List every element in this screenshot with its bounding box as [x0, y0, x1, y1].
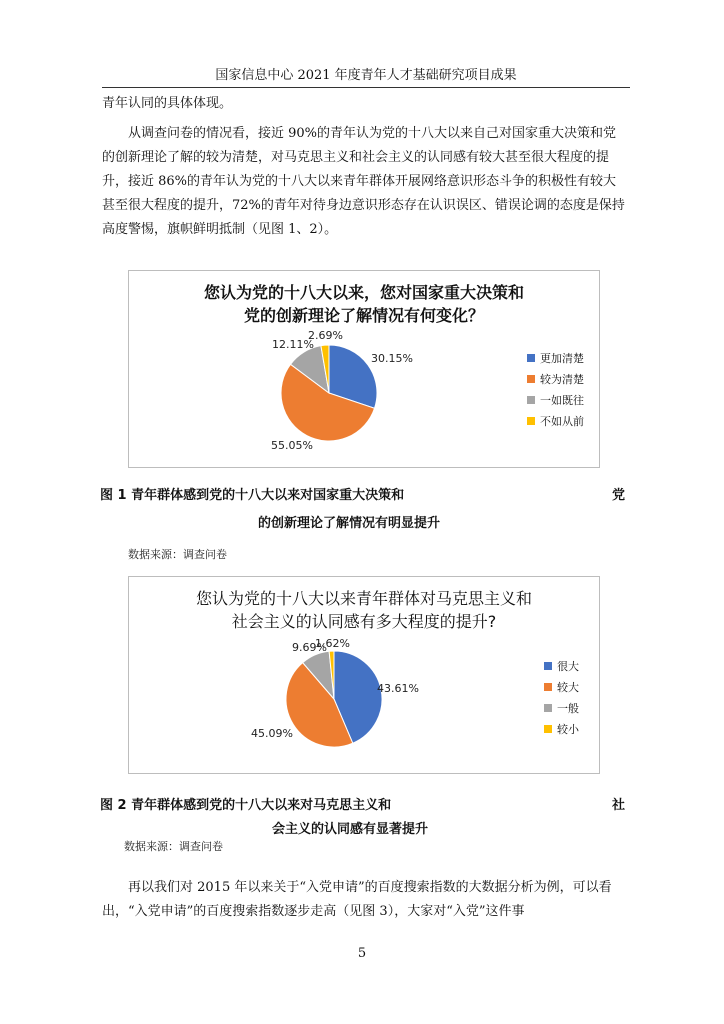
- legend-label: 较为清楚: [540, 372, 584, 386]
- figure-2-source: 数据来源：调查问卷: [124, 840, 223, 853]
- figure-1-source: 数据来源：调查问卷: [128, 548, 227, 561]
- figure-1-caption-trail: 党: [612, 488, 626, 503]
- figure-2-caption-trail: 社: [612, 798, 626, 813]
- paragraph-continuation: 青年认同的具体体现。: [102, 96, 233, 111]
- figure-2-caption-line2: 会主义的认同感有显著提升: [272, 822, 429, 837]
- chart-1-title-line1: 您认为党的十八大以来，您对国家重大决策和: [203, 283, 524, 302]
- legend-item: [544, 655, 579, 676]
- chart-1-legend: [527, 347, 584, 431]
- legend-label: 不如从前: [540, 414, 584, 428]
- pie-data-label-2: 55.05%: [271, 439, 313, 452]
- legend-swatch-yellow: [527, 417, 535, 425]
- legend-item: [544, 697, 579, 718]
- legend-label: 更加清楚: [540, 351, 584, 365]
- pie-data-label-3: 9.69%: [292, 641, 327, 654]
- figure-1-caption-line1: 图 1 青年群体感到党的十八大以来对国家重大决策和: [100, 488, 405, 503]
- chart-2-legend: [544, 655, 579, 739]
- chart-2-title-line2: 社会主义的认同感有多大程度的提升?: [231, 612, 497, 631]
- legend-item: [544, 676, 579, 697]
- pie-data-label-1: 30.15%: [371, 352, 413, 365]
- legend-swatch-orange: [527, 375, 535, 383]
- legend-swatch-blue: [544, 662, 552, 670]
- legend-swatch-gray: [544, 704, 552, 712]
- paragraph-baidu-index: 再以我们对 2015 年以来关于“入党申请”的百度搜索指数的大数据分析为例，可以看出，“入党申请”的百度搜索指数逐步走高（见图 3），大家对“入党”这件事: [102, 880, 612, 919]
- page-number: 5: [357, 946, 367, 961]
- pie-data-label-2: 45.09%: [251, 727, 293, 740]
- legend-label: 一般: [557, 701, 579, 715]
- chart-1: [128, 270, 600, 468]
- running-header: 国家信息中心 2021 年度青年人才基础研究项目成果: [102, 64, 630, 88]
- pie-data-label-1: 43.61%: [377, 682, 419, 695]
- paragraph-survey: 从调查问卷的情况看，接近 90%的青年认为党的十八大以来自己对国家重大决策和党的创新理论了解的较为清楚，对马克思主义和社会主义的认同感有较大甚至很大程度的提升，接近 86%的青年认为党的十八大以来青年群体开展网络意识形态斗争的积极性有较大甚至很大程度的提升，72%的青年对待身边意识形态存在认识误区、错误论调的态度是保持高度警惕，旗帜鲜明抵制（见图 1、2）。: [102, 126, 625, 237]
- chart-1-title-line2: 党的创新理论了解情况有何变化？: [243, 306, 484, 325]
- pie-data-label-4: 1.62%: [315, 637, 350, 650]
- pie-data-label-3: 12.11%: [272, 338, 314, 351]
- legend-item: [544, 718, 579, 739]
- legend-swatch-gray: [527, 396, 535, 404]
- legend-swatch-yellow: [544, 725, 552, 733]
- chart-2: [128, 576, 600, 774]
- legend-swatch-orange: [544, 683, 552, 691]
- legend-swatch-blue: [527, 354, 535, 362]
- legend-label: 较小: [557, 722, 579, 736]
- legend-item: [527, 368, 584, 389]
- legend-label: 很大: [557, 659, 579, 673]
- legend-label: 一如既往: [540, 393, 584, 407]
- figure-1-caption-line2: 的创新理论了解情况有明显提升: [258, 516, 441, 531]
- chart-2-pie: [129, 577, 599, 773]
- chart-2-title-line1: 您认为党的十八大以来青年群体对马克思主义和: [195, 589, 532, 608]
- figure-2-caption-line1: 图 2 青年群体感到党的十八大以来对马克思主义和: [100, 798, 392, 813]
- legend-item: [527, 410, 584, 431]
- legend-item: [527, 347, 584, 368]
- pie-data-label-4: 2.69%: [308, 329, 343, 342]
- legend-item: [527, 389, 584, 410]
- legend-label: 较大: [557, 680, 579, 694]
